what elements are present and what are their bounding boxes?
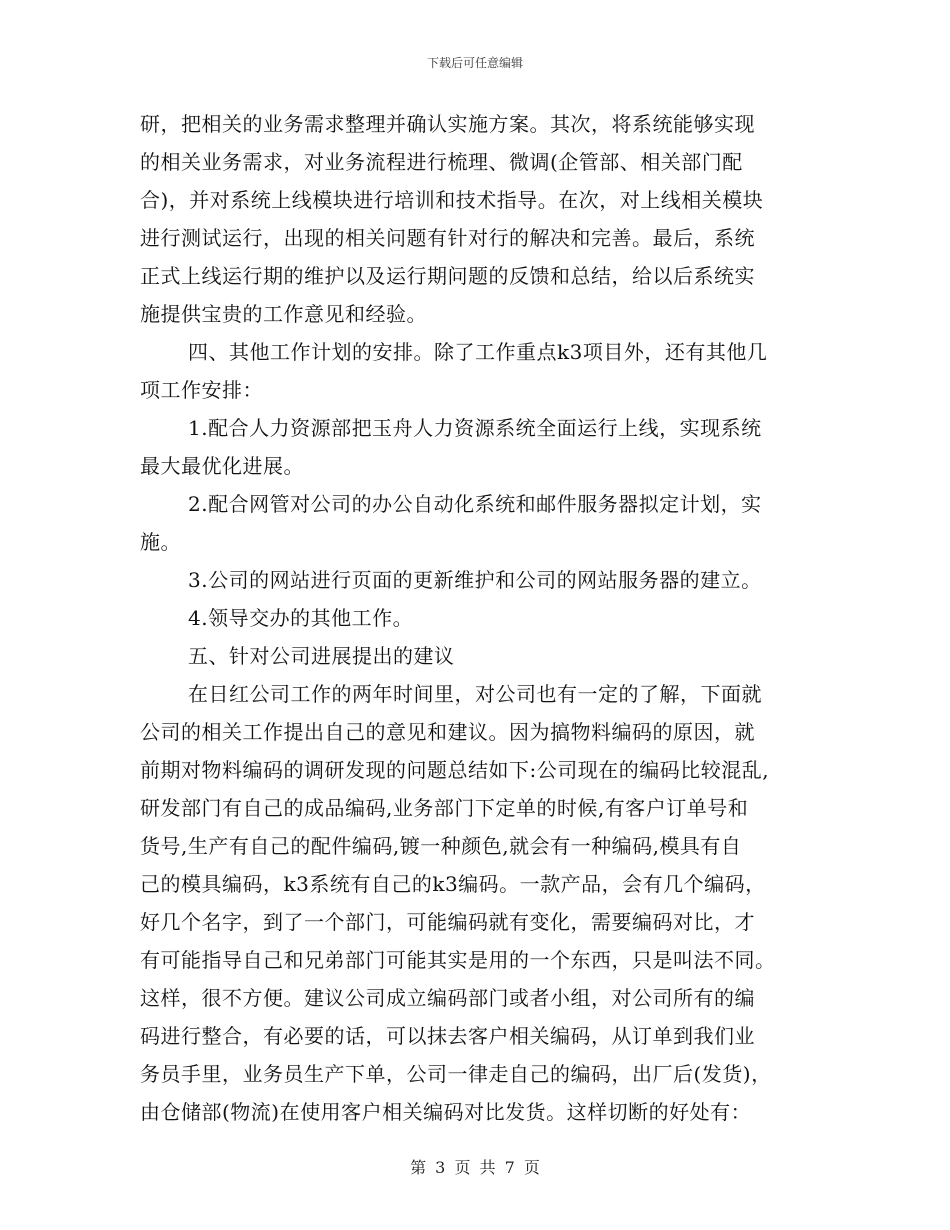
- text-line: 这样，很不方便。建议公司成立编码部门或者小组，对公司所有的编: [140, 986, 755, 1010]
- page-header: 下载后可任意编辑: [426, 56, 523, 70]
- section-heading: 四、其他工作计划的安排。除了工作重点k3项目外，还有其他几: [188, 340, 768, 364]
- text-line: 码进行整合，有必要的话，可以抹去客户相关编码，从订单到我们业: [140, 1024, 755, 1048]
- text-line: 货号,生产有自己的配件编码,镀一种颜色,就会有一种编码,模具有自: [140, 834, 742, 858]
- text-line: 己的模具编码，k3系统有自己的k3编码。一款产品，会有几个编码，: [140, 872, 766, 896]
- text-line: 的相关业务需求，对业务流程进行梳理、微调(企管部、相关部门配: [140, 150, 743, 174]
- text-line: 施。: [140, 530, 181, 554]
- list-item: 4.领导交办的其他工作。: [188, 606, 414, 630]
- section-heading: 五、针对公司进展提出的建议: [188, 644, 455, 668]
- list-item: 2.配合网管对公司的办公自动化系统和邮件服务器拟定计划，实: [188, 492, 762, 516]
- page-footer: 第 3 页 共 7 页: [410, 1158, 540, 1177]
- text-line: 在日红公司工作的两年时间里，对公司也有一定的了解，下面就: [188, 682, 762, 706]
- list-item: 1.配合人力资源部把玉舟人力资源系统全面运行上线，实现系统: [188, 416, 762, 440]
- list-item: 3.公司的网站进行页面的更新维护和公司的网站服务器的建立。: [188, 568, 762, 592]
- text-line: 前期对物料编码的调研发现的问题总结如下:公司现在的编码比较混乱,: [140, 758, 770, 782]
- text-line: 务员手里，业务员生产下单，公司一律走自己的编码，出厂后(发货)，: [140, 1062, 772, 1086]
- text-line: 由仓储部(物流)在使用客户相关编码对比发货。这样切断的好处有：: [140, 1100, 752, 1124]
- text-line: 进行测试运行，出现的相关问题有针对行的解决和完善。最后，系统: [140, 226, 755, 250]
- text-line: 公司的相关工作提出自己的意见和建议。因为搞物料编码的原因，就: [140, 720, 755, 744]
- text-line: 研，把相关的业务需求整理并确认实施方案。其次，将系统能够实现: [140, 112, 755, 136]
- text-line: 合)，并对系统上线模块进行培训和技术指导。在次，对上线相关模块: [140, 188, 764, 212]
- text-line: 有可能指导自己和兄弟部门可能其实是用的一个东西，只是叫法不同。: [140, 948, 776, 972]
- text-line: 最大最优化进展。: [140, 454, 304, 478]
- text-line: 施提供宝贵的工作意见和经验。: [140, 302, 427, 326]
- text-line: 好几个名字，到了一个部门，可能编码就有变化，需要编码对比，才: [140, 910, 755, 934]
- text-line: 正式上线运行期的维护以及运行期问题的反馈和总结，给以后系统实: [140, 264, 755, 288]
- text-line: 项工作安排：: [140, 378, 263, 402]
- text-line: 研发部门有自己的成品编码,业务部门下定单的时候,有客户订单号和: [140, 796, 749, 820]
